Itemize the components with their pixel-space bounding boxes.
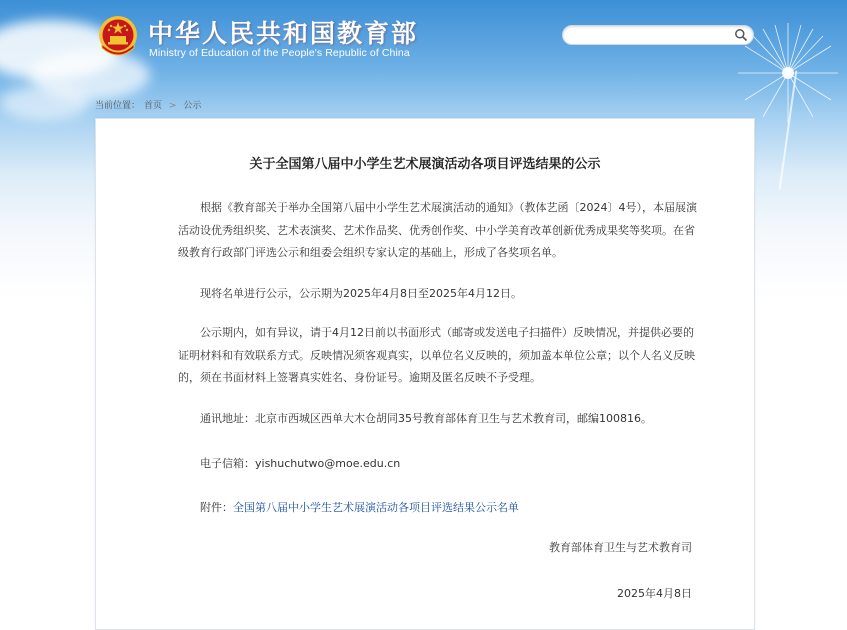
- search-box[interactable]: [562, 25, 754, 45]
- site-header: [0, 0, 847, 80]
- breadcrumb: [95, 98, 201, 111]
- article-paragraph-period: 现将名单进行公示，公示期为2025年4月8日至2025年4月12日。: [200, 287, 522, 300]
- breadcrumb-label: 当前位置：: [95, 101, 141, 111]
- breadcrumb-home-link[interactable]: 首页: [144, 101, 163, 111]
- article-title: 关于全国第八届中小学生艺术展演活动各项目评选结果的公示: [249, 157, 601, 172]
- breadcrumb-separator: >: [168, 101, 177, 111]
- article-paragraph-email: 电子信箱：yishuchutwo@moe.edu.cn: [200, 457, 401, 470]
- signature-date: 2025年4月8日: [617, 587, 692, 600]
- search-input[interactable]: [571, 28, 730, 44]
- site-subtitle: Ministry of Education of the People's Republic of China: [149, 47, 410, 59]
- site-title[interactable]: 中华人民共和国教育部: [148, 19, 419, 48]
- search-icon[interactable]: [734, 28, 748, 42]
- article-paragraph-address: 通讯地址：北京市西城区西单大木仓胡同35号教育部体育卫生与艺术教育司，邮编100816。: [200, 412, 652, 425]
- breadcrumb-current-link[interactable]: 公示: [183, 101, 202, 111]
- national-emblem-icon[interactable]: [98, 14, 138, 58]
- article-panel: [95, 118, 755, 630]
- article-attachment: [178, 497, 698, 520]
- cloud-decoration: [0, 85, 90, 120]
- signature-department: 教育部体育卫生与艺术教育司: [549, 541, 692, 554]
- attachment-label: 附件：: [200, 501, 233, 514]
- article-paragraph-objection: 公示期内，如有异议，请于4月12日前以书面形式（邮寄或发送电子扫描件）反映情况，并提供必要的证明材料和有效联系方式。反映情况须客观真实，以单位名义反映的，须加盖本单位公章；以个人名义反映的，须在书面材料上签署真实姓名、身份证号。逾期及匿名反映不予受理。: [178, 326, 695, 384]
- article-paragraph-basis: 根据《教育部关于举办全国第八届中小学生艺术展演活动的通知》（教体艺函〔2024〕4号），本届展演活动设优秀组织奖、艺术表演奖、艺术作品奖、优秀创作奖、中小学美育改革创新优秀成果奖等奖项。在省级教育行政部门评选公示和组委会组织专家认定的基础上，形成了各奖项名单。: [178, 201, 697, 259]
- attachment-link[interactable]: 全国第八届中小学生艺术展演活动各项目评选结果公示名单: [233, 501, 519, 514]
